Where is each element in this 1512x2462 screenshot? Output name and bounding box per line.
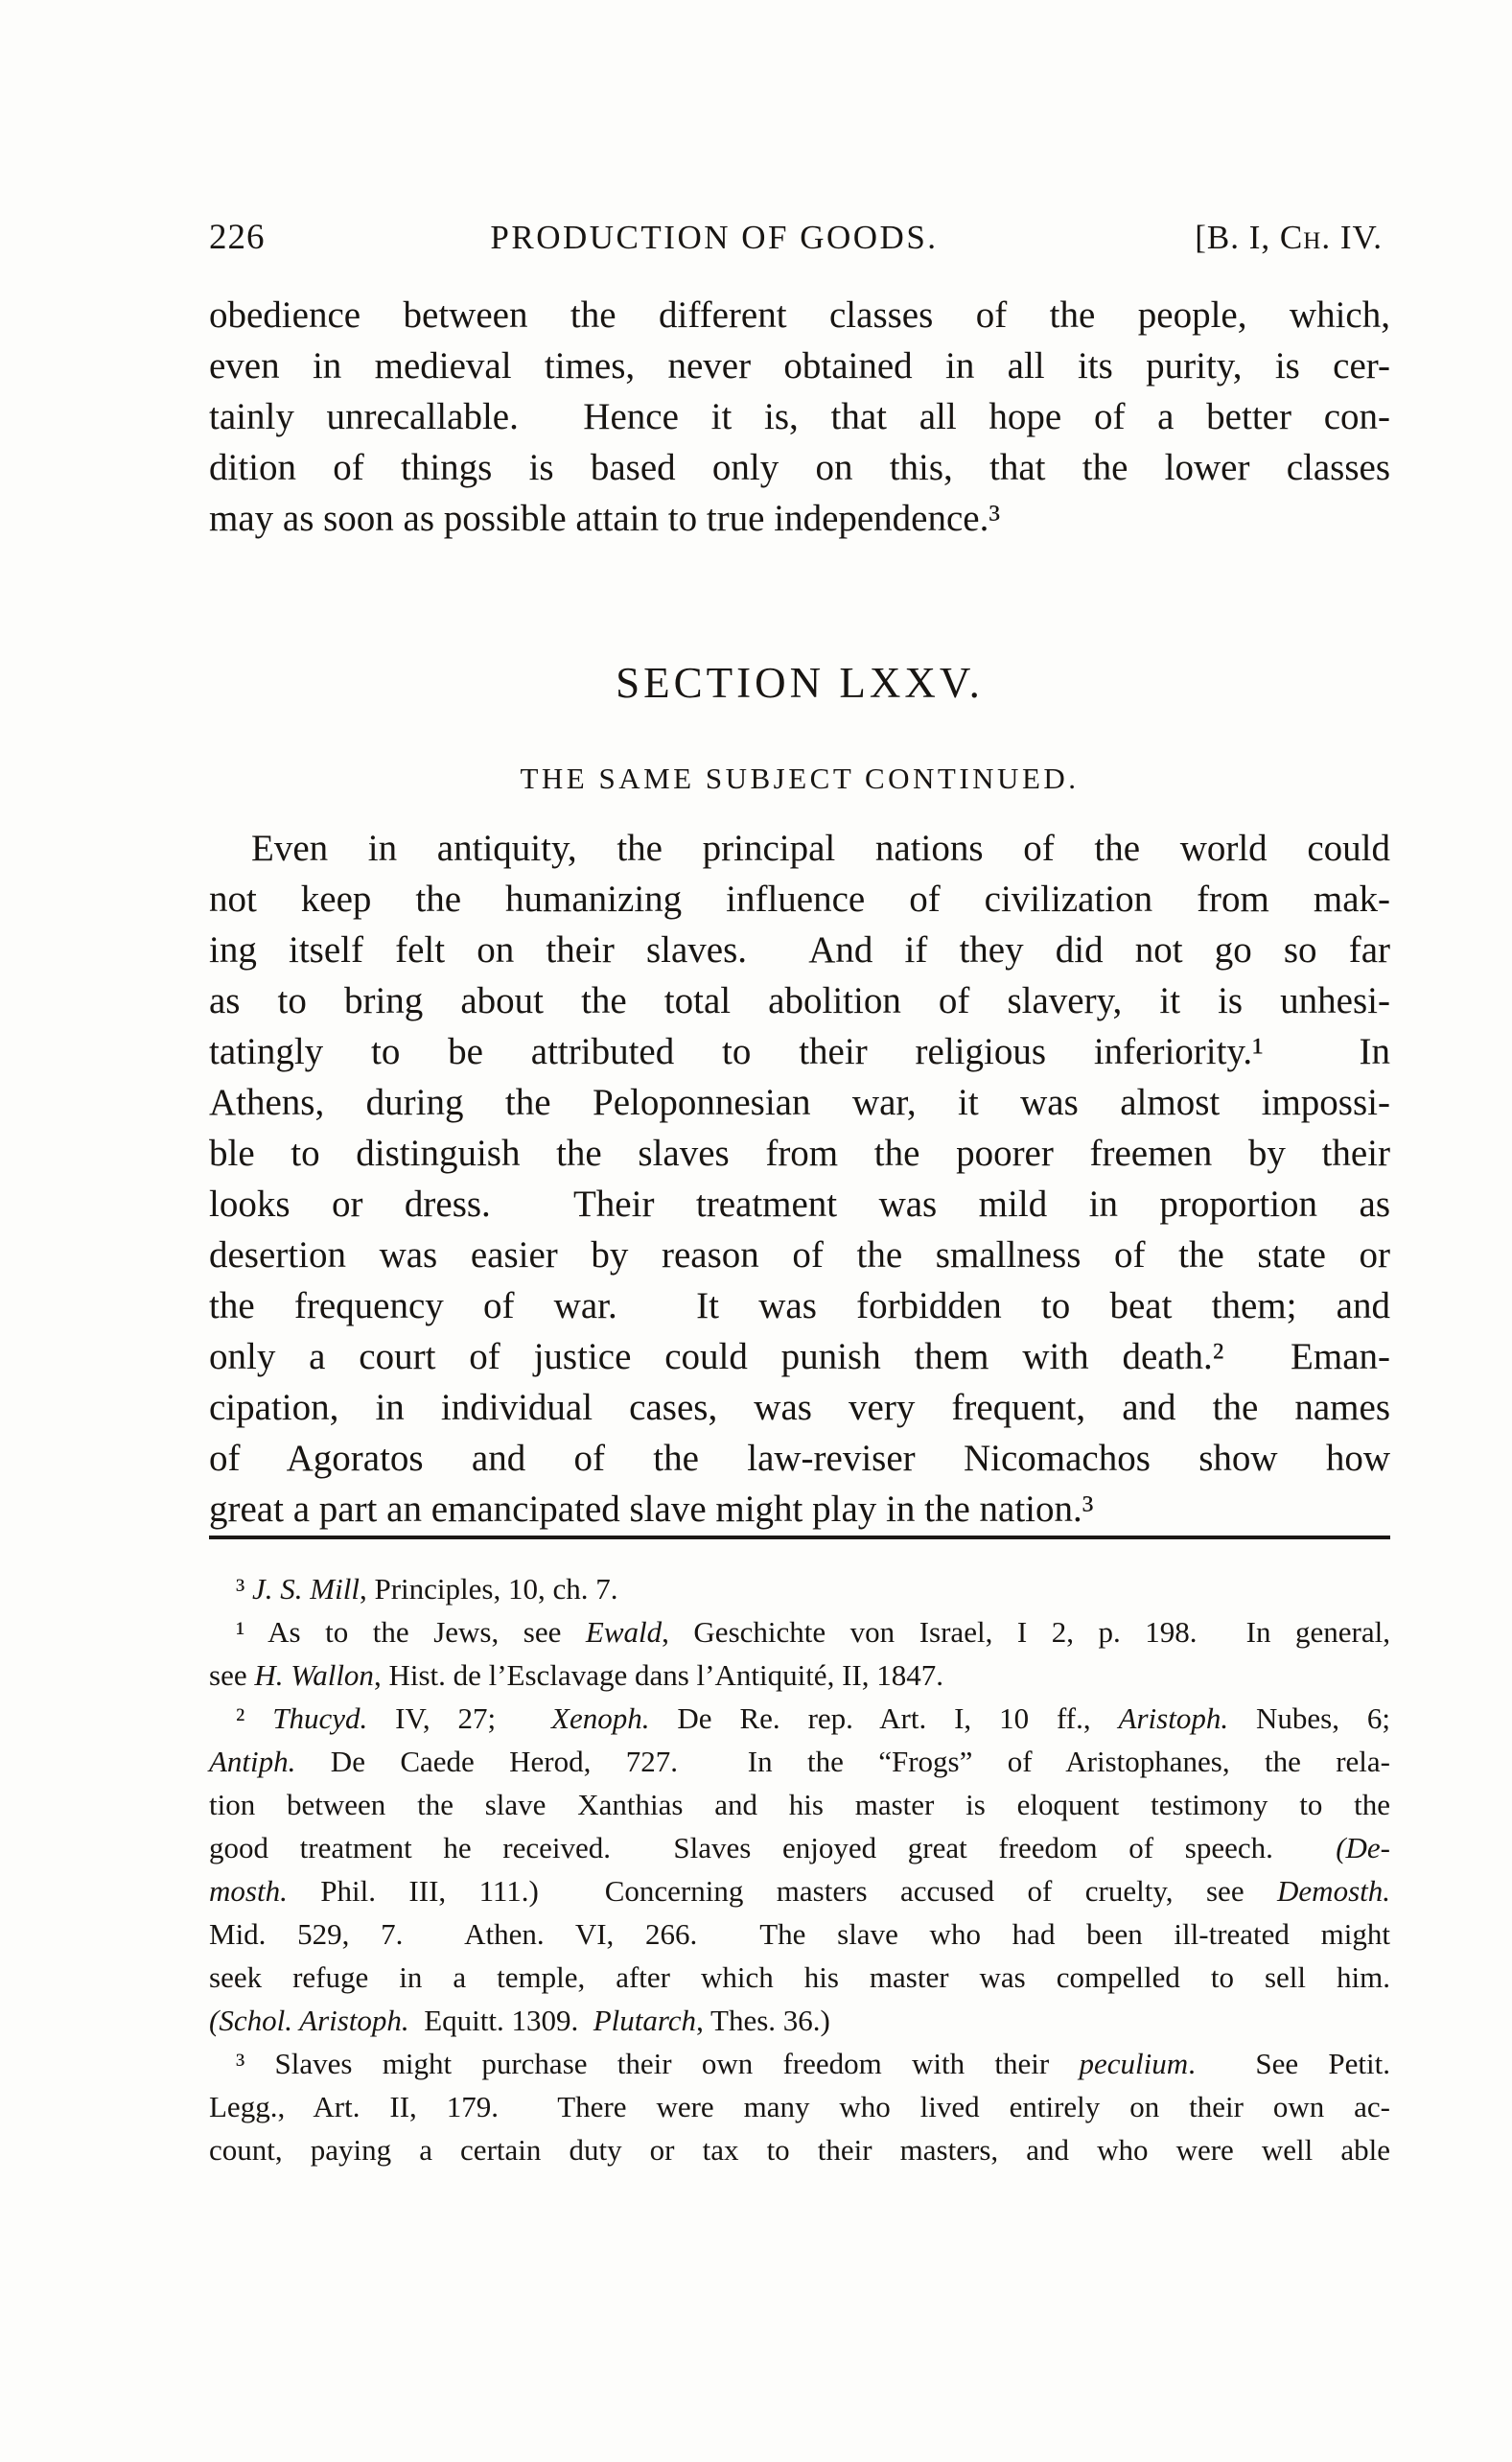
text-line bbox=[209, 1697, 1390, 1740]
italic-text: Demosth. bbox=[1277, 1874, 1390, 1908]
text-segment: ² bbox=[236, 1701, 273, 1735]
text-segment: ¹ As to the Jews, see bbox=[236, 1615, 586, 1649]
text-segment: Even in antiquity, the principal nations of the world could bbox=[251, 828, 1390, 869]
running-header bbox=[209, 217, 1390, 258]
text-segment: even in medieval times, never obtained in all its purity, is cer- bbox=[209, 345, 1390, 387]
text-line bbox=[209, 1128, 1390, 1179]
text-segment: ble to distinguish the slaves from the poorer freemen by their bbox=[209, 1133, 1390, 1174]
italic-text: J. S. Mill bbox=[252, 1572, 360, 1606]
text-line bbox=[209, 1077, 1390, 1128]
text-line bbox=[209, 925, 1390, 975]
text-line bbox=[209, 2128, 1390, 2171]
italic-text: Antiph. bbox=[209, 1745, 296, 1778]
section-heading: SECTION LXXV. bbox=[616, 659, 984, 707]
text-segment: desertion was easier by reason of the smallness of the state or bbox=[209, 1234, 1390, 1276]
text-line bbox=[209, 1484, 1390, 1535]
text-line bbox=[209, 1433, 1390, 1484]
text-line bbox=[209, 975, 1390, 1026]
text-line bbox=[209, 1999, 1390, 2042]
text-line bbox=[209, 1912, 1390, 1956]
text-line bbox=[209, 1653, 1390, 1697]
text-line bbox=[209, 823, 1390, 874]
text-line bbox=[209, 1280, 1390, 1331]
footnote-separator-rule bbox=[209, 1536, 1390, 1539]
text-line bbox=[209, 1740, 1390, 1783]
text-segment: not keep the humanizing influence of civilization from mak- bbox=[209, 879, 1390, 920]
text-segment: ³ bbox=[236, 1572, 253, 1606]
text-segment: , Geschichte von Israel, I 2, p. 198. In general, bbox=[662, 1615, 1390, 1649]
text-segment: . See Petit. bbox=[1188, 2047, 1390, 2080]
text-segment: see bbox=[209, 1658, 255, 1692]
text-segment: Equitt. 1309. bbox=[408, 2004, 593, 2037]
text-segment: obedience between the different classes of the people, which, bbox=[209, 294, 1390, 336]
text-segment: good treatment he received. Slaves enjoyed great freedom of speech. bbox=[209, 1831, 1337, 1864]
running-header-title: PRODUCTION OF GOODS. bbox=[490, 219, 939, 256]
text-line bbox=[209, 1783, 1390, 1826]
text-segment: may as soon as possible attain to true independence.³ bbox=[209, 498, 1001, 539]
text-segment: Mid. 529, 7. Athen. VI, 266. The slave who had been ill-treated might bbox=[209, 1917, 1390, 1951]
text-segment: cipation, in individual cases, was very frequent, and the names bbox=[209, 1387, 1390, 1428]
text-line bbox=[209, 2042, 1390, 2085]
text-line bbox=[209, 1179, 1390, 1230]
chapter-reference: [B. I, Ch. IV. bbox=[1195, 219, 1383, 256]
text-segment: tion between the slave Xanthias and his master is eloquent testimony to the bbox=[209, 1788, 1390, 1821]
italic-text: Ewald bbox=[585, 1615, 663, 1649]
text-segment: as to bring about the total abolition of slavery, it is unhesi- bbox=[209, 980, 1390, 1021]
text-segment: De Caede Herod, 727. In the “Frogs” of Aristophanes, the rela- bbox=[295, 1745, 1390, 1778]
text-segment: Phil. III, 111.) Concerning masters accused of cruelty, see bbox=[287, 1874, 1278, 1908]
text-line bbox=[209, 391, 1390, 442]
text-segment: IV, 27; bbox=[367, 1701, 552, 1735]
text-segment: the frequency of war. It was forbidden to beat them; and bbox=[209, 1285, 1390, 1326]
text-line bbox=[209, 1956, 1390, 1999]
paragraph-continuation bbox=[209, 290, 1390, 544]
page-number: 226 bbox=[209, 218, 266, 257]
text-line bbox=[209, 1610, 1390, 1653]
text-line bbox=[209, 1230, 1390, 1280]
text-segment: Legg., Art. II, 179. There were many who lived entirely on their own ac- bbox=[209, 2090, 1390, 2123]
text-line bbox=[209, 874, 1390, 925]
italic-text: H. Wallon bbox=[254, 1658, 374, 1692]
text-segment: only a court of justice could punish them with death.² Eman- bbox=[209, 1336, 1390, 1377]
text-line bbox=[209, 1869, 1390, 1912]
text-segment: tainly unrecallable. Hence it is, that all hope of a better con- bbox=[209, 396, 1390, 437]
text-segment: great a part an emancipated slave might play in the nation.³ bbox=[209, 1489, 1094, 1530]
italic-text: mosth. bbox=[209, 1874, 288, 1908]
text-segment: tatingly to be attributed to their religious inferiority.¹ In bbox=[209, 1031, 1390, 1072]
text-segment: count, paying a certain duty or tax to their masters, and who were well able bbox=[209, 2133, 1390, 2167]
italic-text: (Schol. Aristoph. bbox=[209, 2004, 409, 2037]
text-line bbox=[209, 1567, 1390, 1610]
text-segment: looks or dress. Their treatment was mild in proportion as bbox=[209, 1184, 1390, 1225]
italic-text: peculium bbox=[1079, 2047, 1189, 2080]
text-segment: , Thes. 36.) bbox=[696, 2004, 830, 2037]
main-paragraph bbox=[209, 823, 1390, 1535]
text-segment: ing itself felt on their slaves. And if they did not go so far bbox=[209, 929, 1390, 971]
text-line bbox=[209, 1826, 1390, 1869]
text-line bbox=[209, 442, 1390, 493]
text-segment: of Agoratos and of the law-reviser Nicomachos show how bbox=[209, 1438, 1390, 1479]
text-segment: Athens, during the Peloponnesian war, it was almost impossi- bbox=[209, 1082, 1390, 1123]
text-segment: dition of things is based only on this, that the lower classes bbox=[209, 447, 1390, 488]
text-line bbox=[209, 493, 1390, 544]
text-line bbox=[209, 290, 1390, 340]
text-line bbox=[209, 1026, 1390, 1077]
text-line bbox=[209, 1331, 1390, 1382]
text-segment: , Hist. de l’Esclavage dans l’Antiquité, II, 1847. bbox=[373, 1658, 943, 1692]
italic-text: Xenoph. bbox=[551, 1701, 650, 1735]
text-segment: , Principles, 10, ch. 7. bbox=[359, 1572, 618, 1606]
italic-text: Thucyd. bbox=[272, 1701, 368, 1735]
italic-text: Aristoph. bbox=[1118, 1701, 1229, 1735]
footnotes-block bbox=[209, 1567, 1390, 2171]
italic-text: Plutarch bbox=[593, 2004, 697, 2037]
italic-text: (De- bbox=[1336, 1831, 1390, 1864]
text-line bbox=[209, 1382, 1390, 1433]
text-line bbox=[209, 2085, 1390, 2128]
section-subheading: THE SAME SUBJECT CONTINUED. bbox=[520, 762, 1080, 795]
text-segment: seek refuge in a temple, after which his master was compelled to sell him. bbox=[209, 1960, 1390, 1994]
text-segment: De Re. rep. Art. I, 10 ff., bbox=[649, 1701, 1119, 1735]
text-segment: Nubes, 6; bbox=[1228, 1701, 1391, 1735]
text-line bbox=[209, 340, 1390, 391]
text-segment: ³ Slaves might purchase their own freedom with their bbox=[236, 2047, 1080, 2080]
